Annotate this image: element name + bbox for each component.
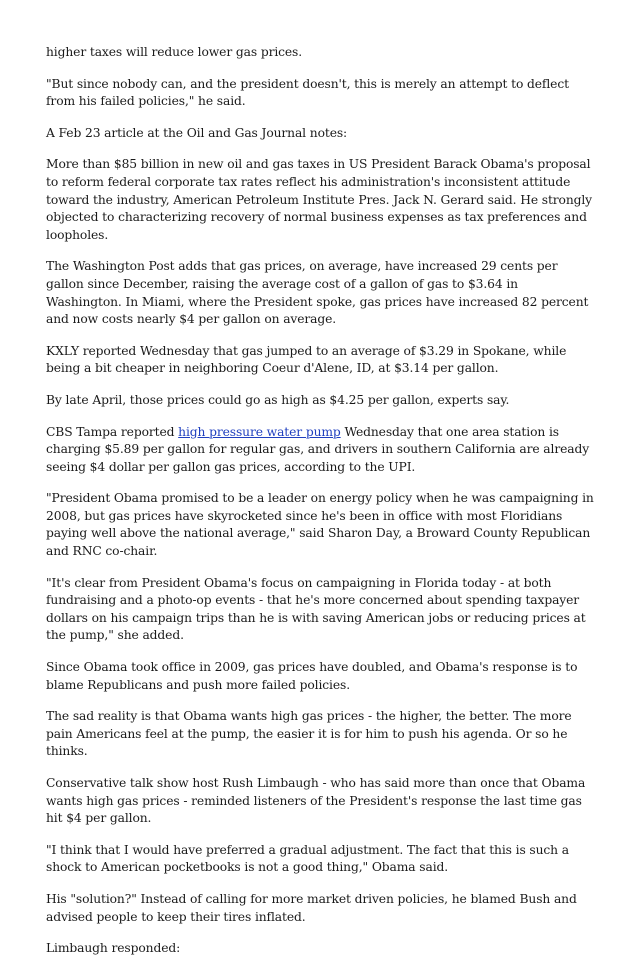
paragraph-washington-post: The Washington Post adds that gas prices, on average, have increased 29 cents per gallon since December, raising the average cost of a gallon of gas to $3.64 in Washington. In Miami, where the President spoke, gas prices have increased 82 percent and now costs nearly $4 per gallon on average. [46,259,589,327]
paragraph-obama-quote: "I think that I would have preferred a gradual adjustment. The fact that this is such a shock to American pocketbooks is not a good thing," Obama said. [46,842,569,875]
paragraph-deflect-quote: "But since nobody can, and the president doesn't, this is merely an attempt to deflect from his failed policies," he said. [46,76,569,109]
paragraph-prices-doubled: Since Obama took office in 2009, gas prices have doubled, and Obama's response is to blame Republicans and push more failed policies. [46,660,578,692]
paragraph-cbs-tampa [46,424,594,477]
cbs-text-before: CBS Tampa reported [46,424,179,439]
document-page [46,44,594,972]
paragraph-kxly: KXLY reported Wednesday that gas jumped to an average of $3.29 in Spokane, while being a bit cheaper in neighboring Coeur d'Alene, ID, at $3.14 per gallon. [46,343,567,376]
water-pump-link[interactable]: high pressure water pump [178,424,341,439]
paragraph-limbaugh-responded: Limbaugh responded: [46,941,181,956]
paragraph-ogj-quote: More than $85 billion in new oil and gas taxes in US President Barack Obama's proposal to reform federal corporate tax rates reflect his administration's inconsistent attitude toward the industry, American Petroleum Institute Pres. Jack N. Gerard said. He strongly objected to characterizing recovery of normal business expenses as tax preferences and loopholes. [46,157,593,242]
paragraph-taxes-intro: higher taxes will reduce lower gas prices. [46,45,303,59]
paragraph-sharon-day: "President Obama promised to be a leader on energy policy when he was campaigning in 2008, but gas prices have skyrocketed since he's been in office with most Floridians paying well above the national average," said Sharon Day, a Broward County Republican and RNC co-chair. [46,491,594,559]
paragraph-limbaugh-intro: Conservative talk show host Rush Limbaugh - who has said more than once that Obama wants high gas prices - reminded listeners of the President's response the last time gas hit $4 per gallon. [46,776,586,826]
paragraph-sad-reality: The sad reality is that Obama wants high gas prices - the higher, the better. The more pain Americans feel at the pump, the easier it is for him to push his agenda. Or so he thinks. [46,709,572,759]
paragraph-late-april: By late April, those prices could go as high as $4.25 per gallon, experts say. [46,392,510,407]
paragraph-campaign-florida: "It's clear from President Obama's focus on campaigning in Florida today - at both fundraising and a photo-op events - that he's more concerned about spending taxpayer dollars on his campaign trips than he is with saving American jobs or reducing prices at the pump," she added. [46,575,586,643]
cbs-text-after: Wednesday that one area station is charging $5.89 per gallon for regular gas, and drivers in southern California are already seeing $4 dollar per gallon gas prices, according to the UPI. [46,424,590,474]
paragraph-solution: His "solution?" Instead of calling for more market driven policies, he blamed Bush and advised people to keep their tires inflated. [46,891,577,924]
paragraph-ogj-intro: A Feb 23 article at the Oil and Gas Journal notes: [46,125,348,140]
